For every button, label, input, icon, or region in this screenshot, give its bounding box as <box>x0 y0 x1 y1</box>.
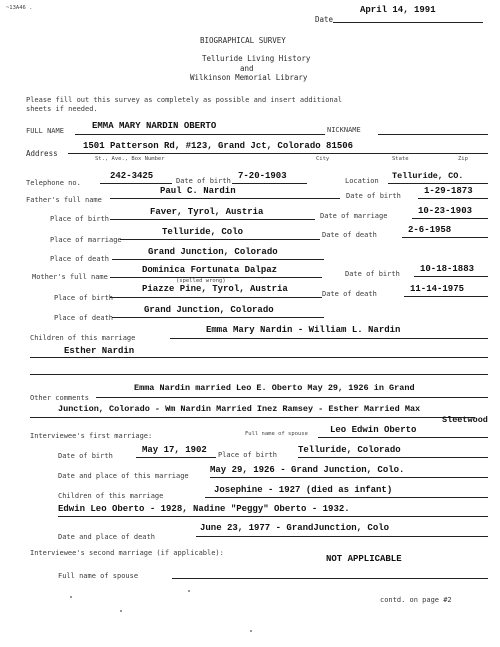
org-line-3: Wilkinson Memorial Library <box>190 73 308 82</box>
address-value: 1501 Patterson Rd, #123, Grand Jct, Colorado 81506 <box>83 141 354 151</box>
comments-rule-2 <box>30 417 475 418</box>
address-sub-state: State <box>392 156 409 162</box>
father-pom-label: Place of marriage <box>50 236 122 244</box>
location-label: Location <box>345 177 379 185</box>
address-line <box>68 153 488 154</box>
spouse-dob-line <box>136 457 216 458</box>
children-line-1: Emma Mary Nardin - William L. Nardin <box>206 325 401 335</box>
father-pob-value: Faver, Tyrol, Austria <box>150 207 264 217</box>
scan-speck <box>70 596 72 598</box>
dob-line <box>232 183 307 184</box>
survey-title: BIOGRAPHICAL SURVEY <box>200 36 286 45</box>
children2-line-2: Edwin Leo Oberto - 1928, Nadine "Peggy" Oberto - 1932. <box>58 504 350 514</box>
nickname-line <box>378 134 488 135</box>
father-dom-label: Date of marriage <box>320 212 388 220</box>
telephone-line <box>100 183 172 184</box>
date-line <box>333 22 483 23</box>
second-marriage-value: NOT APPLICABLE <box>326 554 402 564</box>
father-dod-value: 2-6-1958 <box>408 225 452 235</box>
children-line-rule-1 <box>170 338 488 339</box>
telephone-label: Telephone no. <box>26 179 81 187</box>
full-name-line <box>75 134 325 135</box>
children2-rule-1 <box>205 497 488 498</box>
spouse-death-label: Date and place of death <box>58 533 155 541</box>
mother-pob-line <box>110 297 322 298</box>
father-line <box>110 198 340 199</box>
father-dod-label: Date of death <box>322 231 377 239</box>
spouse-line <box>318 437 488 438</box>
scan-speck <box>120 610 122 612</box>
father-pod-line <box>112 259 324 260</box>
spouse-pob-line <box>298 457 488 458</box>
second-marriage-label: Interviewee's second marriage (if applicable): <box>30 549 224 557</box>
full-name-value: EMMA MARY NARDIN OBERTO <box>92 121 217 131</box>
marriage-value: May 29, 1926 - Grand Junction, Colo. <box>210 465 405 475</box>
mother-value: Dominica Fortunata Dalpaz <box>142 265 278 275</box>
comments-label: Other comments <box>30 394 90 402</box>
full-name-label: FULL NAME <box>26 127 64 135</box>
mother-dod-label: Date of death <box>322 290 377 298</box>
address-sub-street: St., Ave., Box Number <box>95 156 165 162</box>
dob-label: Date of birth <box>176 177 231 185</box>
instructions-line-1: Please fill out this survey as completely as possible and insert additional <box>26 96 343 104</box>
location-line <box>388 183 488 184</box>
spouse-pob-value: Telluride, Colorado <box>298 445 401 455</box>
telephone-value: 242-3425 <box>110 171 154 181</box>
date-label: Date <box>315 15 334 24</box>
comments-rule-1 <box>96 397 488 398</box>
mother-label: Mother's full name <box>32 273 108 281</box>
address-sub-city: City <box>316 156 330 162</box>
father-pom-line <box>120 239 320 240</box>
instructions-line-2: sheets if needed. <box>26 105 98 113</box>
mother-pod-value: Grand Junction, Colorado <box>144 305 274 315</box>
mother-dod-value: 11-14-1975 <box>410 284 465 294</box>
spouse-death-value: June 23, 1977 - GrandJunction, Colo <box>200 523 390 533</box>
father-dod-line <box>402 237 488 238</box>
father-dob-label: Date of birth <box>346 192 401 200</box>
continued-note: contd. on page #2 <box>380 596 452 604</box>
mother-pob-label: Place of birth <box>54 294 114 302</box>
date-value: April 14, 1991 <box>360 5 436 15</box>
marriage-label: Date and place of this marriage <box>58 472 189 480</box>
second-spouse-line <box>172 578 488 579</box>
first-marriage-label: Interviewee's first marriage: <box>30 432 153 440</box>
father-pom-value: Telluride, Colo <box>162 227 244 237</box>
second-spouse-label: Full name of spouse <box>58 572 139 580</box>
scan-speck <box>250 630 252 632</box>
father-label: Father's full name <box>26 196 102 204</box>
mother-dob-value: 10-18-1883 <box>420 264 475 274</box>
mother-pod-label: Place of death <box>54 314 114 322</box>
children2-label: Children of this marriage <box>58 492 164 500</box>
corner-mark: ~13A46 . <box>6 5 33 11</box>
children2-line-1: Josephine - 1927 (died as infant) <box>214 485 393 495</box>
mother-note: (spelled wrong) <box>176 278 226 284</box>
comments-line-1: Emma Nardin married Leo E. Oberto May 29, 1926 in Grand <box>134 383 415 393</box>
comments-line-3: Sleetwood <box>442 415 488 425</box>
spouse-value: Leo Edwin Oberto <box>330 425 417 435</box>
children-line-rule-3 <box>30 374 488 375</box>
spouse-label: Full name of spouse <box>245 431 308 437</box>
children-line-rule-2 <box>30 357 488 358</box>
address-sub-zip: Zip <box>458 156 468 162</box>
father-pob-label: Place of birth <box>50 215 110 223</box>
children-line-2: Esther Nardin <box>64 346 135 356</box>
spouse-dob-label: Date of birth <box>58 452 113 460</box>
mother-pod-line <box>112 317 324 318</box>
spouse-dob-value: May 17, 1902 <box>142 445 207 455</box>
marriage-line <box>210 477 488 478</box>
spouse-pob-label: Place of birth <box>218 451 278 459</box>
father-pod-value: Grand Junction, Colorado <box>148 247 278 257</box>
comments-line-2: Junction, Colorado - Wm Nardin Married Inez Ramsey - Esther Married Max <box>58 404 421 414</box>
mother-dod-line <box>404 296 488 297</box>
spouse-death-line <box>196 536 488 537</box>
address-label: Address <box>26 149 58 158</box>
mother-dob-line <box>414 276 488 277</box>
dob-value: 7-20-1903 <box>238 171 287 181</box>
children-label: Children of this marriage <box>30 334 136 342</box>
mother-pob-value: Piazze Pine, Tyrol, Austria <box>142 284 288 294</box>
father-value: Paul C. Nardin <box>160 186 236 196</box>
father-dom-line <box>412 218 488 219</box>
children2-rule-2 <box>58 516 488 517</box>
org-line-1: Telluride Living History <box>202 54 311 63</box>
father-dob-value: 1-29-1873 <box>424 186 473 196</box>
mother-dob-label: Date of birth <box>345 270 400 278</box>
scan-speck <box>188 590 190 592</box>
father-dom-value: 10-23-1903 <box>418 206 473 216</box>
org-line-2: and <box>240 64 254 73</box>
nickname-label: NICKNAME <box>327 126 361 134</box>
father-dob-line <box>418 198 488 199</box>
location-value: Telluride, CO. <box>392 171 464 181</box>
father-pob-line <box>110 219 315 220</box>
father-pod-label: Place of death <box>50 255 110 263</box>
